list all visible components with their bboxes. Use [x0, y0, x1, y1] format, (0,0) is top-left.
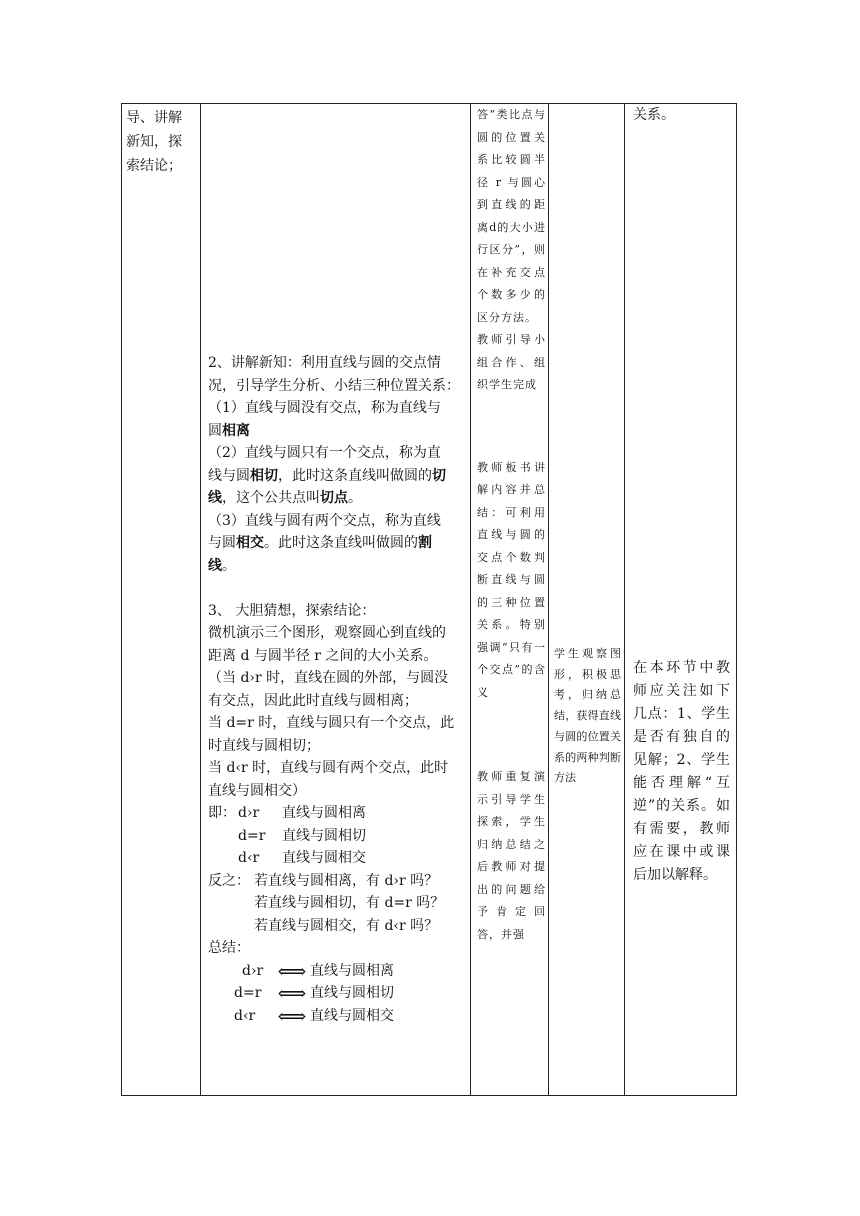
term-xiangjiao: 相交 [236, 535, 264, 551]
text-line: （当 d›r 时，直线在圆的外部，与圆没 [208, 670, 449, 686]
text-line: 距离 d 与圆半径 r 之间的大小关系。 [208, 647, 438, 664]
stage-line: 新知，探 [126, 134, 182, 150]
teacher-activity-column [473, 104, 550, 946]
summary-row: d‹r ⟺ 直线与圆相交 [234, 1003, 394, 1028]
text-line: 当 d‹r 时，直线与圆有两个交点，此时 [208, 760, 449, 776]
stage-column [122, 104, 200, 178]
double-arrow-icon: ⟺ [277, 1003, 307, 1028]
text-line: 直线与圆相交） [208, 782, 306, 799]
stage-line: 导、讲解 [126, 110, 182, 126]
teacher-note: 教师板书讲解内容并总结：可利用直线与圆的交点个数判断直线与圆的三种位置关系。特别强调“只有一个交点”的含义 [477, 460, 546, 699]
content-column [201, 352, 472, 1027]
text-line: 有交点，因此此时直线与圆相离； [208, 692, 418, 709]
section3-heading: 3、 大胆猜想，探索结论： [208, 602, 376, 619]
stage-line: 索结论； [126, 158, 182, 174]
teacher-note: 答“类比点与圆的位置关系比较圆半径 r 与圆心到直线的距离d的大小进行区分”，则在补充交点个数多少的区分方法。 [477, 108, 546, 324]
text-line: 线，这个公共点叫切点。 [208, 490, 362, 506]
text-line: 当 d=r 时，直线与圆只有一个交点，此 [208, 715, 455, 731]
term-qiedian: 切点 [320, 490, 348, 506]
converse-row: 反之： 若直线与圆相离，有 d›r 吗？ [208, 872, 439, 889]
relation-row: 即： d›r 直线与圆相离 [208, 805, 366, 821]
text-line: 时直线与圆相切； [208, 737, 320, 754]
text-line: 圆相离 [208, 422, 250, 439]
design-intent-column [625, 104, 738, 887]
student-activity-column [550, 644, 625, 789]
text-line: 微机演示三个图形，观察圆心到直线的 [208, 625, 446, 641]
teacher-note: 教师重复演示引导学生探索，学生归纳总结之后教师对提出的问题给予肯定回答，并强 [477, 770, 546, 941]
text-line: 线与圆相切，此时这条直线叫做圆的切 [208, 467, 446, 484]
relation-row: d=r 直线与圆相切 [238, 827, 366, 844]
relation-row: d‹r 直线与圆相交 [238, 850, 366, 866]
text-line: （2）直线与圆只有一个交点，称为直 [208, 445, 441, 461]
text-line: 与圆相交。此时这条直线叫做圆的割 [208, 535, 432, 551]
converse-row: 若直线与圆相交，有 d‹r 吗？ [254, 917, 439, 934]
student-note: 学生观察图形，积极思考，归纳总结，获得直线与圆的位置关系的两种判断方法 [554, 647, 621, 785]
summary-row: d=r ⟺ 直线与圆相切 [234, 981, 394, 1006]
intent-note: 在本环节中教师应关注如下几点：1、学生是否有独自的见解；2、学生能否理解“互逆”的关系。如有需要，教师应在课中或课后加以解释。 [633, 660, 730, 883]
text-line: （3）直线与圆有两个交点，称为直线 [208, 512, 441, 529]
summary-row: d›r ⟺ 直线与圆相离 [242, 958, 394, 983]
summary-label: 总结： [208, 940, 250, 956]
double-arrow-icon: ⟺ [277, 981, 307, 1006]
double-arrow-icon: ⟺ [277, 958, 307, 983]
teacher-note: 教师引导小组合作、组织学生完成 [477, 333, 546, 391]
lesson-table [121, 103, 737, 1096]
converse-row: 若直线与圆相切，有 d=r 吗？ [254, 895, 445, 911]
term-xiangqie: 相切 [250, 467, 278, 484]
text-line: （1）直线与圆没有交点，称为直线与 [208, 400, 441, 416]
intent-note: 关系。 [633, 107, 675, 123]
term-xiangli: 相离 [222, 422, 250, 439]
text-line: 线。 [208, 557, 236, 574]
text-line: 况，引导学生分析、小结三种位置关系： [208, 377, 460, 394]
section2-heading: 2、讲解新知：利用直线与圆的交点情 [208, 355, 441, 371]
